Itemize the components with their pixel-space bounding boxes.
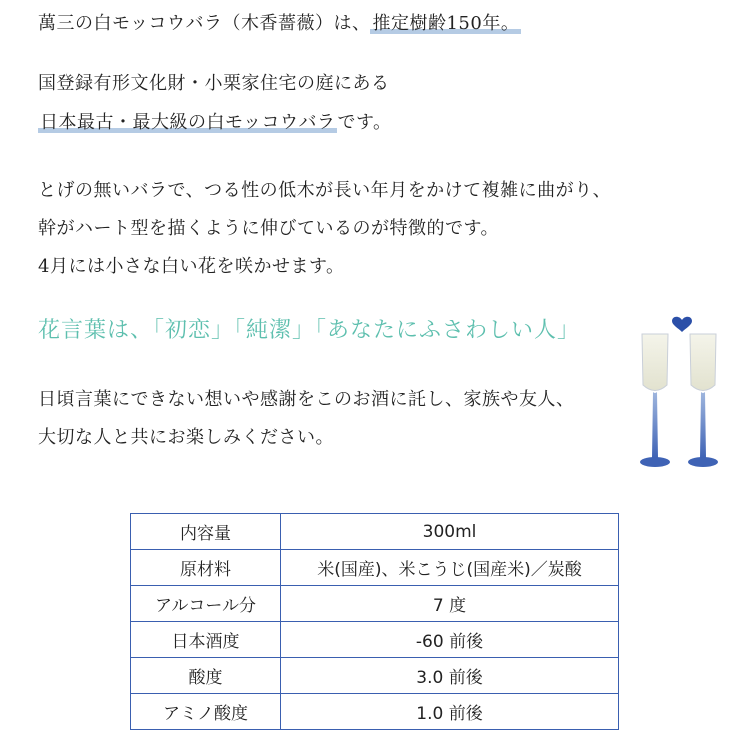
champagne-glass-icon <box>688 334 718 467</box>
tree-age-highlight: 推定樹齢150年。 <box>372 13 520 34</box>
spec-table <box>130 513 619 730</box>
table-row <box>131 514 619 550</box>
intro-line-1-text: 萬三の白モッコウバラ（木香薔薇）は、 <box>38 13 371 34</box>
intro-line-3-text: です。 <box>337 112 392 133</box>
intro-line-2: 国登録有形文化財・小栗家住宅の庭にある <box>38 73 390 94</box>
message-line-2: 大切な人と共にお楽しみください。 <box>38 427 334 448</box>
spec-label: 内容量 <box>131 514 281 550</box>
table-row <box>131 586 619 622</box>
spec-value: 1.0 前後 <box>281 694 619 730</box>
table-row <box>131 658 619 694</box>
spec-label: アルコール分 <box>131 586 281 622</box>
heart-icon <box>672 317 692 332</box>
description-line-3: 4月には小さな白い花を咲かせます。 <box>38 256 345 277</box>
intro-line-3 <box>38 104 392 142</box>
table-row <box>131 622 619 658</box>
spec-value: 米(国産)、米こうじ(国産米)／炭酸 <box>281 550 619 586</box>
spec-value: 3.0 前後 <box>281 658 619 694</box>
spec-label: 日本酒度 <box>131 622 281 658</box>
description-line-1: とげの無いバラで、つる性の低木が長い年月をかけて複雑に曲がり、 <box>38 180 612 201</box>
oldest-rose-highlight: 日本最古・最大級の白モッコウバラ <box>40 112 336 133</box>
spec-label: アミノ酸度 <box>131 694 281 730</box>
champagne-glasses-image <box>638 310 728 480</box>
spec-label: 原材料 <box>131 550 281 586</box>
spec-label: 酸度 <box>131 658 281 694</box>
intro-line-1 <box>38 5 521 43</box>
spec-value: -60 前後 <box>281 622 619 658</box>
description-line-2: 幹がハート型を描くように伸びているのが特徴的です。 <box>38 218 500 239</box>
champagne-glass-icon <box>640 334 670 467</box>
table-row <box>131 550 619 586</box>
table-row <box>131 694 619 730</box>
spec-value: 300ml <box>281 514 619 550</box>
flower-language: 花言葉は、「初恋」「純潔」「あなたにふさわしい人」 <box>38 318 581 343</box>
message-line-1: 日頃言葉にできない想いや感謝をこのお酒に託し、家族や友人、 <box>38 389 575 410</box>
spec-value: 7 度 <box>281 586 619 622</box>
